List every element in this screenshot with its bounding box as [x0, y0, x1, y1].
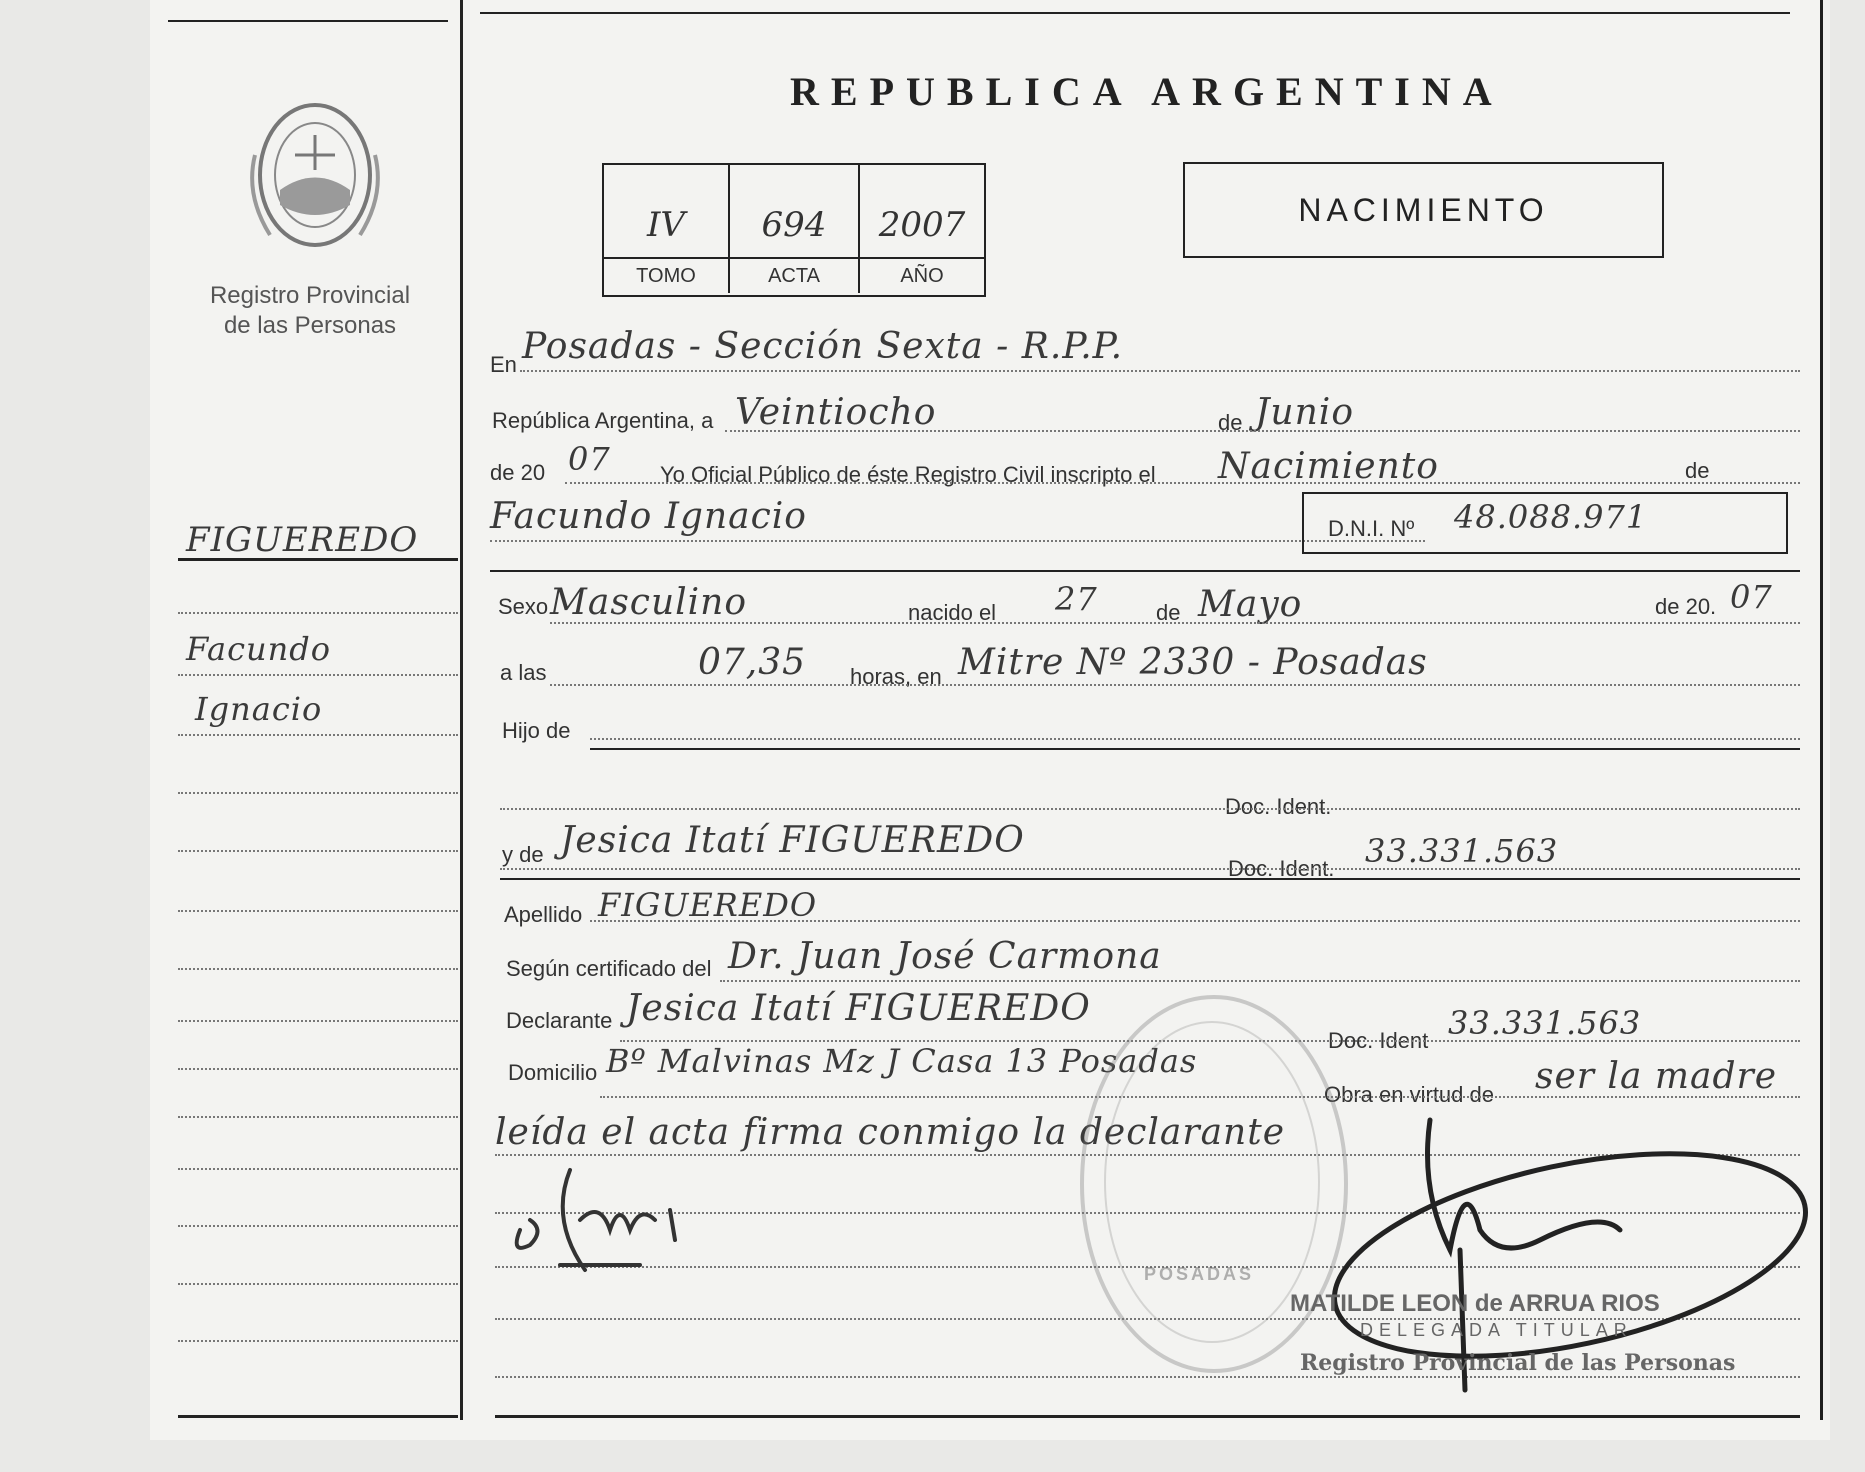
left-given-1: Facundo	[186, 630, 331, 668]
dots-row-6	[550, 684, 1800, 686]
acta-cell	[730, 165, 860, 293]
label-doc-ident-1: Doc. Ident.	[1225, 794, 1332, 819]
left-dots-10	[178, 1116, 458, 1118]
left-dots-9	[178, 1068, 458, 1070]
label-obra: Obra en virtud de	[1324, 1082, 1494, 1107]
tomo-label: TOMO	[604, 257, 728, 293]
label-apellido: Apellido	[504, 902, 583, 927]
label-de-mes-nac: de	[1156, 600, 1181, 625]
dots-row-10	[590, 920, 1800, 922]
dots-row-7	[590, 738, 1800, 740]
anio-value: 2007	[878, 205, 966, 245]
label-de20: de 20	[490, 460, 546, 485]
left-surname: FIGUEREDO	[186, 520, 419, 560]
label-de-mes: de	[1218, 410, 1243, 435]
label-doc-ident-3: Doc. Ident	[1328, 1028, 1429, 1053]
field-lugar-nac: Mitre Nº 2330 - Posadas	[958, 642, 1428, 683]
dots-row-3	[565, 482, 1800, 484]
rule-row-5	[490, 570, 1800, 572]
rule-row-9	[500, 878, 1800, 880]
document-title: REPUBLICA ARGENTINA	[790, 69, 1504, 114]
left-dots-6	[178, 910, 458, 912]
label-domicilio: Domicilio	[508, 1060, 598, 1085]
registry-number-box	[602, 163, 986, 297]
rule-row-7	[590, 748, 1800, 750]
top-rule-left	[168, 20, 448, 22]
record-type-label: NACIMIENTO	[1298, 192, 1549, 228]
field-madre: Jesica Itatí FIGUEREDO	[560, 820, 1025, 861]
field-nota: leída el acta firma conmigo la declarante	[495, 1112, 1286, 1153]
label-en: En	[490, 352, 517, 377]
left-given-2: Ignacio	[195, 690, 323, 728]
dots-row-2	[725, 430, 1800, 432]
left-divider	[460, 0, 463, 1420]
birth-certificate-sheet	[150, 0, 1830, 1440]
left-dots-8	[178, 1020, 458, 1022]
label-declarante: Declarante	[506, 1008, 613, 1033]
bottom-rule	[495, 1415, 1800, 1418]
label-hijo-de: Hijo de	[502, 718, 571, 743]
left-surname-rule	[178, 558, 458, 561]
field-nombre: Facundo Ignacio	[490, 496, 807, 537]
dni-box	[1302, 492, 1788, 554]
label-y-de: y de	[502, 842, 544, 867]
label-segun: Según certificado del	[506, 956, 712, 981]
label-de-hecho: de	[1685, 458, 1710, 483]
anio-label: AÑO	[860, 257, 984, 293]
field-dni: 48.088.971	[1454, 498, 1648, 536]
field-madre-doc: 33.331.563	[1365, 832, 1559, 870]
left-dots-2	[178, 674, 458, 676]
dots-row-1	[520, 370, 1800, 372]
label-horas-en: horas, en	[850, 664, 942, 689]
acta-label: ACTA	[730, 257, 858, 293]
tomo-value: IV	[647, 205, 685, 245]
field-apellido: FIGUEREDO	[598, 886, 818, 924]
left-dots-5	[178, 850, 458, 852]
anio-cell	[860, 165, 984, 293]
field-declarante: Jesica Itatí FIGUEREDO	[626, 988, 1091, 1029]
top-rule-right	[480, 12, 1790, 14]
office-name-line1: Registro Provincial	[209, 282, 411, 309]
field-sexo: Masculino	[550, 582, 748, 623]
field-lugar: Posadas - Sección Sexta - R.P.P.	[522, 326, 1124, 367]
field-hecho: Nacimiento	[1218, 446, 1439, 487]
label-republica: República Argentina, a	[492, 408, 714, 433]
field-medico: Dr. Juan José Carmona	[728, 936, 1162, 977]
left-bottom-rule	[178, 1415, 458, 1418]
official-role: DELEGADA TITULAR	[1360, 1320, 1633, 1340]
field-obra: ser la madre	[1535, 1056, 1778, 1097]
field-anio-nac: 07	[1730, 578, 1773, 616]
left-dots-3	[178, 734, 458, 736]
left-dots-13	[178, 1283, 458, 1285]
field-domicilio: Bº Malvinas Mz J Casa 13 Posadas	[606, 1042, 1198, 1080]
label-dni: D.N.I. Nº	[1328, 516, 1415, 541]
label-de20-nac: de 20.	[1655, 594, 1717, 619]
official-name: MATILDE LEON de ARRUA RIOS	[1290, 1290, 1660, 1317]
left-dots-7	[178, 968, 458, 970]
field-hora: 07,35	[698, 642, 807, 683]
official-seal-text: POSADAS	[1144, 1264, 1255, 1284]
dots-row-5	[550, 622, 1800, 624]
official-office: Registro Provincial de las Personas	[1300, 1350, 1736, 1376]
dots-row-9	[500, 868, 1800, 870]
declarant-signature-icon	[500, 1160, 740, 1280]
left-dots-1	[178, 612, 458, 614]
left-dots-11	[178, 1168, 458, 1170]
field-mes-nac: Mayo	[1198, 584, 1303, 625]
official-seal-inner	[1104, 1021, 1320, 1343]
office-name-line2: de las Personas	[223, 312, 397, 339]
dots-row-11	[720, 980, 1800, 982]
dots-row-8	[500, 808, 1800, 810]
tomo-cell	[604, 165, 730, 293]
label-nacido-el: nacido el	[908, 600, 997, 625]
label-doc-ident-2: Doc. Ident.	[1228, 856, 1335, 881]
label-yo-oficial: Yo Oficial Público de éste Registro Civil inscripto el	[660, 462, 1156, 487]
field-dia-nac: 27	[1055, 580, 1098, 618]
label-a-las: a las	[500, 660, 547, 685]
left-dots-12	[178, 1225, 458, 1227]
left-dots-4	[178, 792, 458, 794]
field-mes: Junio	[1255, 392, 1354, 433]
field-declarante-doc: 33.331.563	[1448, 1004, 1642, 1042]
record-type-box	[1183, 162, 1664, 258]
field-anio-corto: 07	[568, 440, 611, 478]
provincial-crest-icon	[245, 95, 385, 255]
acta-value: 694	[761, 205, 827, 245]
label-sexo: Sexo	[498, 594, 549, 619]
dots-row-4	[490, 540, 1425, 542]
left-dots-14	[178, 1340, 458, 1342]
field-dia-texto: Veintiocho	[735, 392, 937, 433]
